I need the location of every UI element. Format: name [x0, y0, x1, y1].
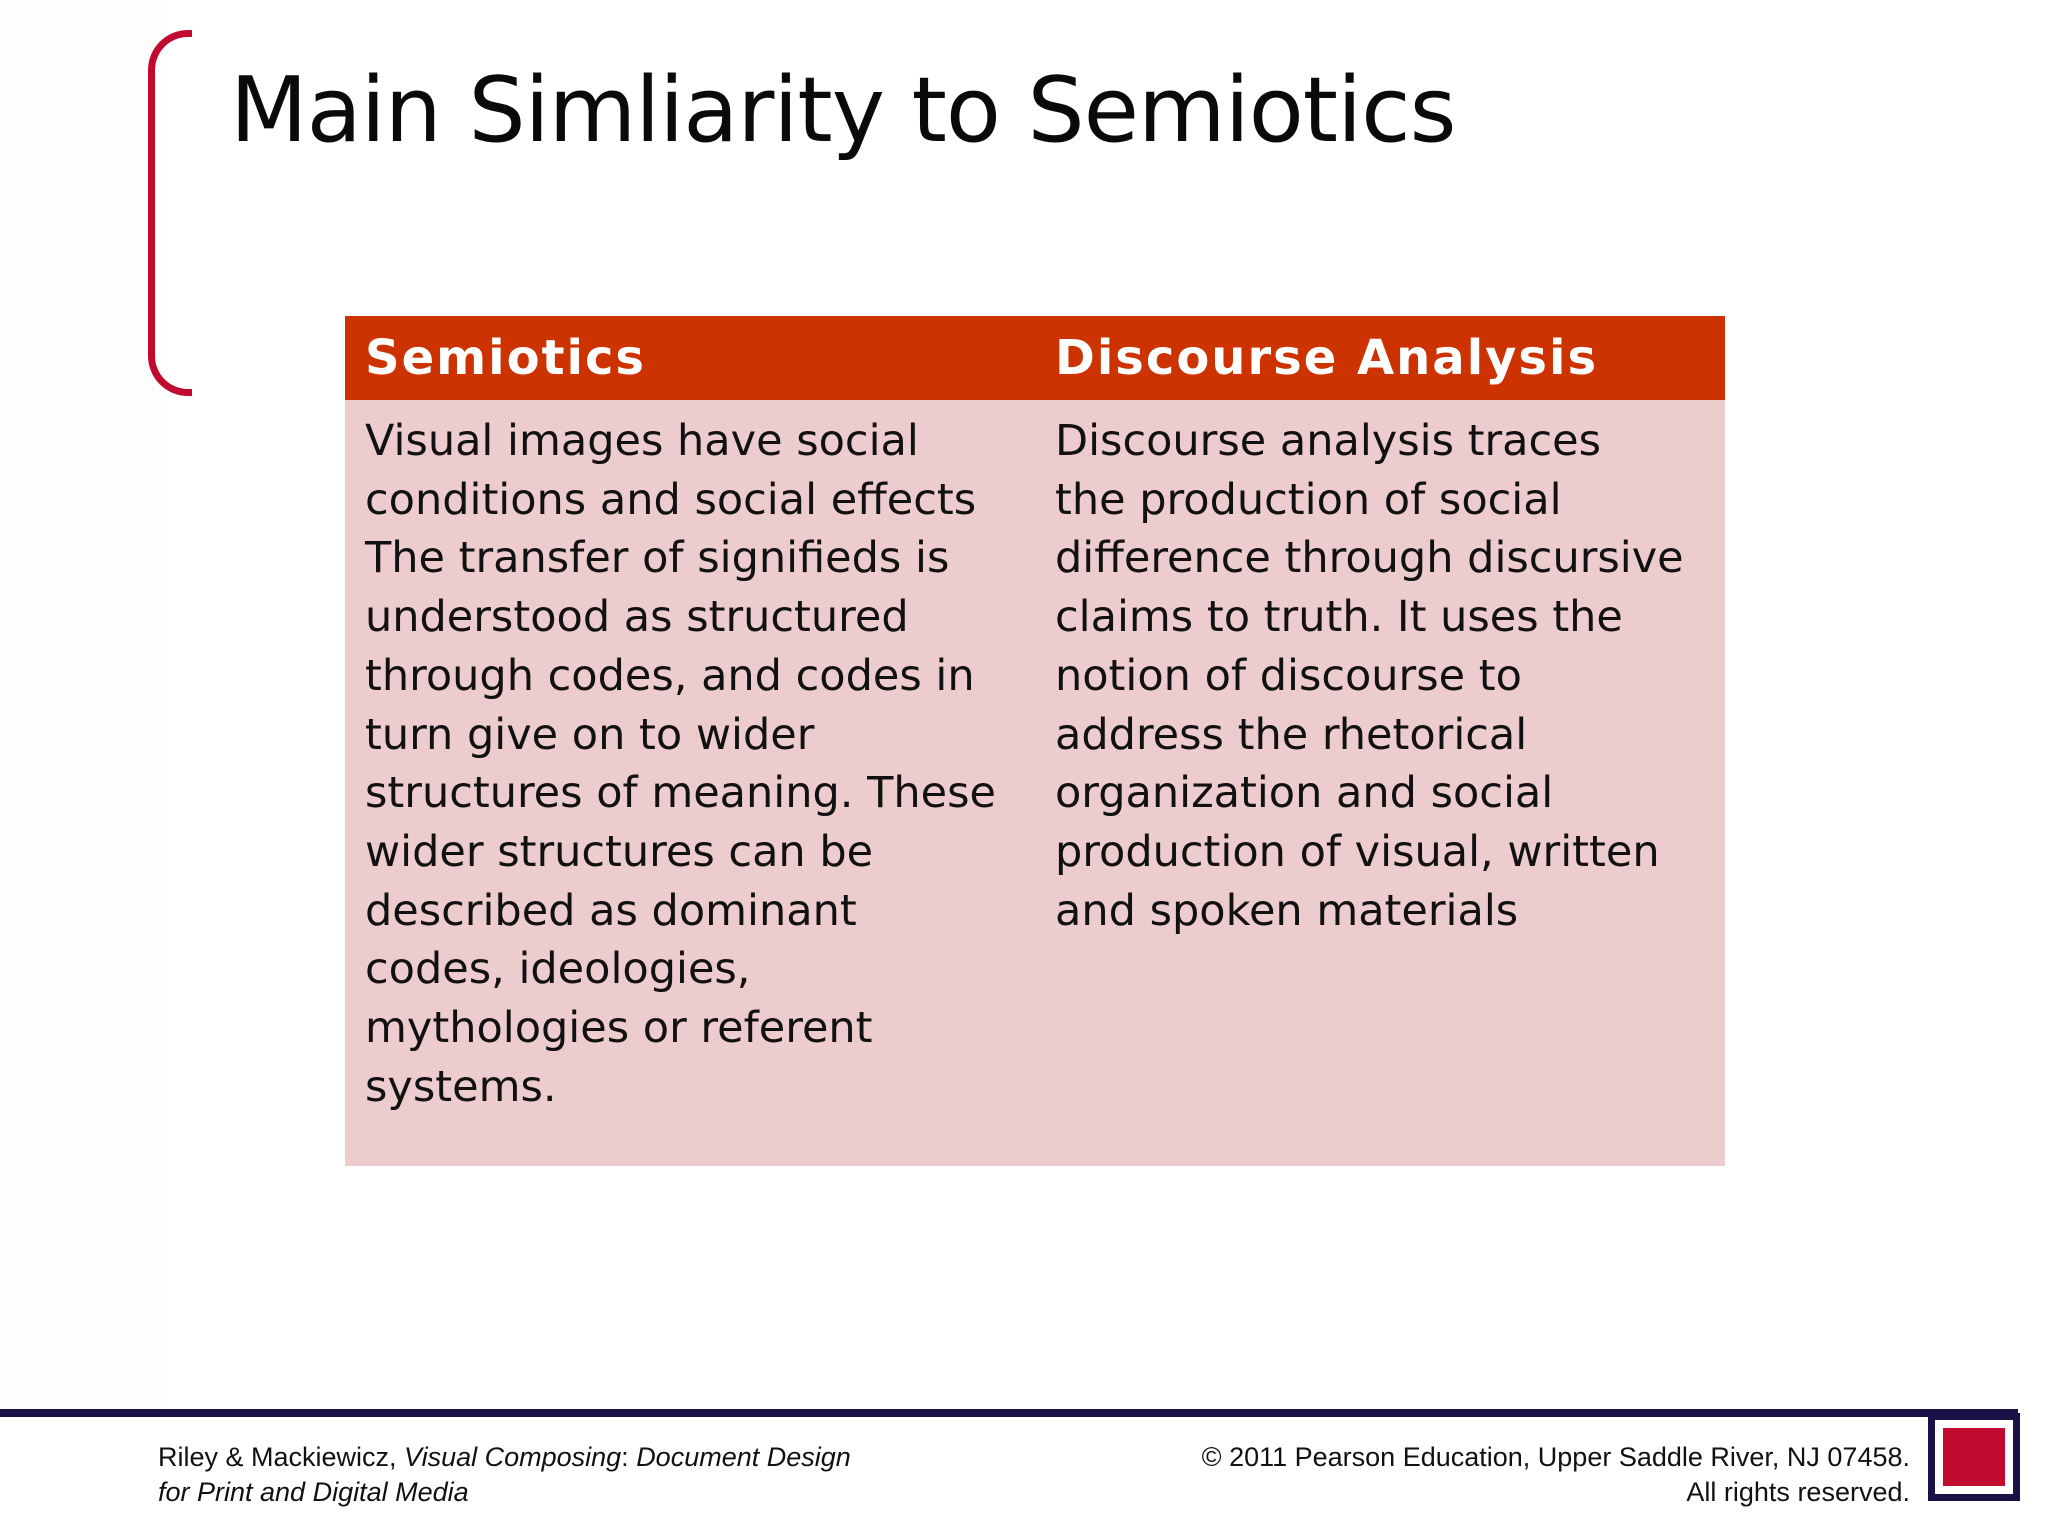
text-line: Discourse analysis traces: [1055, 416, 1602, 466]
text-line: the production of social: [1055, 474, 1562, 525]
text-line: production of visual, written: [1055, 826, 1660, 877]
text-line: structures of meaning. These: [365, 768, 996, 819]
footer-citation: [158, 1440, 851, 1510]
left-margin-shade: [0, 0, 165, 1410]
text-line: claims to truth. It uses the: [1055, 592, 1623, 643]
text-line: systems.: [365, 1061, 557, 1112]
copyright-line-2: All rights reserved.: [1686, 1477, 1910, 1507]
cell-discourse-analysis: [1055, 412, 1684, 940]
citation-line-1: [158, 1440, 851, 1475]
cell-semiotics: [365, 412, 996, 1116]
citation-book-title: Visual Composing: [404, 1442, 622, 1472]
table-header-row: [345, 316, 1725, 400]
copyright-line-1: © 2011 Pearson Education, Upper Saddle River, NJ 07458.: [1201, 1442, 1910, 1472]
citation-colon: :: [621, 1442, 637, 1472]
text-line: codes, ideologies,: [365, 944, 751, 995]
header-discourse-analysis: Discourse Analysis: [1055, 330, 1599, 386]
text-line: conditions and social effects: [365, 474, 977, 525]
comparison-table: [345, 316, 1725, 1166]
text-line: wider structures can be: [365, 826, 874, 877]
slide-title: Main Simliarity to Semiotics: [230, 58, 1456, 163]
text-line: difference through discursive: [1055, 533, 1684, 584]
footer-square-logo: [1928, 1413, 2020, 1501]
citation-book-subtitle: Document Design: [636, 1442, 851, 1472]
citation-line-2: for Print and Digital Media: [158, 1477, 469, 1507]
text-line: turn give on to wider: [365, 709, 815, 760]
footer-rule: [0, 1409, 2018, 1417]
footer-copyright: [1202, 1440, 1910, 1510]
text-line: described as dominant: [365, 885, 857, 936]
text-line: notion of discourse to: [1055, 650, 1522, 701]
text-line: mythologies or referent: [365, 1003, 873, 1054]
text-line: Visual images have social: [365, 416, 919, 466]
text-line: address the rhetorical: [1055, 709, 1528, 760]
text-line: and spoken materials: [1055, 885, 1519, 936]
citation-authors: Riley & Mackiewicz,: [158, 1442, 405, 1472]
left-bracket-decoration: [148, 30, 192, 396]
text-line: through codes, and codes in: [365, 650, 975, 701]
text-line: understood as structured: [365, 592, 909, 643]
text-line: organization and social: [1055, 768, 1554, 819]
logo-red-square: [1943, 1428, 2005, 1486]
text-line: The transfer of signifieds is: [365, 533, 950, 584]
header-semiotics: Semiotics: [365, 330, 646, 386]
